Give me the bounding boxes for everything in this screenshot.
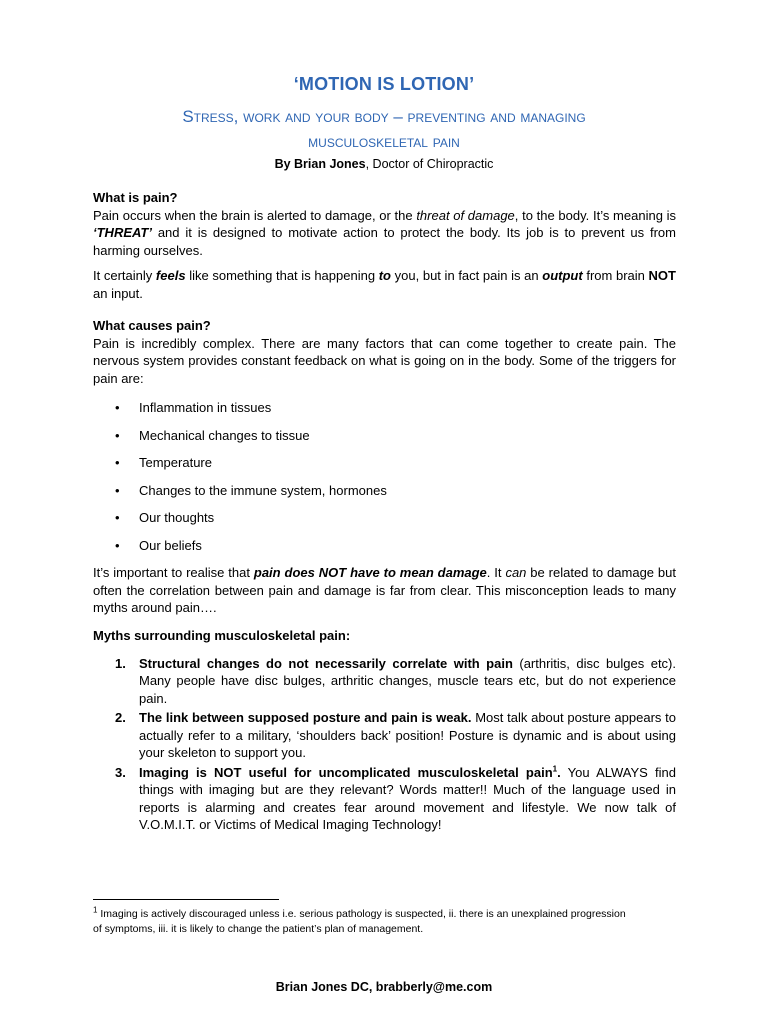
list-item-text: Temperature (139, 455, 212, 470)
section-what-causes-pain (93, 317, 676, 617)
myth-text: (arthritis, disc bulges etc). Many people have disc bulges, arthritic changes, muscle tears etc, but do not experience pain. (139, 655, 676, 706)
emphasis-pain-not-damage: pain does NOT have to mean damage (253, 565, 487, 580)
text-run: It certainly (93, 268, 156, 283)
document-title: ‘MOTION IS LOTION’ (293, 74, 475, 94)
paragraph-pain-damage (93, 564, 676, 617)
subtitle-line-1: Stress, work and your body – preventing and managing (182, 107, 586, 126)
bullet-icon: • (115, 482, 120, 498)
author-byline (0, 157, 768, 171)
myth-text: Most talk about posture appears to actually refer to a military, ‘shoulders back’ position! Posture is dynamic and is about using your skeleton to support you. (139, 710, 676, 760)
emphasis-threat-of-damage: threat of damage (416, 207, 515, 223)
bullet-icon: • (115, 427, 120, 443)
list-item (93, 655, 676, 708)
list-item (93, 399, 676, 427)
text-run: from brain (582, 268, 649, 283)
list-item (93, 764, 676, 834)
myths-list (93, 655, 676, 834)
list-item (93, 427, 676, 455)
bullet-icon: • (115, 537, 120, 553)
paragraph-pain-definition (93, 207, 676, 260)
list-item (93, 454, 676, 482)
list-item-text: Changes to the immune system, hormones (139, 482, 387, 498)
footnote (93, 907, 633, 937)
emphasis-threat: ‘THREAT’ (93, 225, 152, 240)
emphasis-output: output (542, 268, 583, 283)
myth-text: You ALWAYS find things with imaging but are they relevant? Words matter!! Much of the language used in reports is alarming and creates fear around movement and lifestyle. We now talk of V.O.M.I.T. or Victims of Medical Imaging Technology! (139, 764, 676, 832)
text-run: and it is designed to motivate action to protect the body. Its job is to prevent us from harming ourselves. (93, 225, 676, 258)
footnote-reference[interactable]: 1 (552, 764, 558, 774)
list-number: 3. (115, 764, 126, 780)
subtitle-line-2: musculoskeletal pain (308, 132, 460, 151)
text-run: It’s important to realise that (93, 565, 254, 580)
emphasis-not: NOT (648, 268, 676, 283)
text-run: like something that is happening (185, 268, 379, 283)
footnote-marker: 1 (93, 905, 98, 915)
section-what-is-pain (93, 189, 676, 302)
emphasis-to: to (378, 268, 391, 283)
list-item (93, 537, 676, 565)
section-heading-myths: Myths surrounding musculoskeletal pain: (93, 628, 351, 643)
list-item-text: Inflammation in tissues (139, 400, 272, 415)
list-number: 2. (115, 710, 126, 725)
list-item (93, 482, 676, 510)
list-item (93, 509, 676, 537)
text-run: you, but in fact pain is an (390, 268, 543, 283)
triggers-list (93, 399, 676, 564)
author-credential: , Doctor of Chiropractic (365, 157, 494, 171)
list-number: 1. (115, 655, 126, 671)
list-item-text: Mechanical changes to tissue (139, 427, 310, 443)
bullet-icon: • (115, 510, 120, 525)
paragraph-causes-intro: Pain is incredibly complex. There are many factors that can come together to create pain. The nervous system provides constant feedback on what is going on in the body. Some of the triggers for pain are: (93, 335, 676, 386)
section-heading-what-is-pain: What is pain? (93, 190, 178, 205)
document-subtitle (100, 104, 668, 154)
paragraph-pain-output (93, 267, 676, 302)
text-run: Pain occurs when the brain is alerted to damage, or the (93, 207, 417, 223)
text-run: be related to damage but often the correlation between pain and damage is far from clear. This misconception leads to many myths around pain…. (93, 565, 677, 615)
myth-heading: The link between supposed posture and pain is weak. (139, 710, 472, 725)
text-run: an input. (93, 285, 143, 301)
list-item-text: Our thoughts (139, 510, 215, 525)
emphasis-feels: feels (155, 268, 186, 283)
myth-heading-end: . (557, 764, 561, 780)
section-heading-what-causes-pain: What causes pain? (93, 318, 211, 333)
myth-heading: Imaging is NOT useful for uncomplicated musculoskeletal pain (139, 764, 553, 780)
text-run: , to the body. It’s meaning is (514, 207, 677, 223)
text-run: . It (486, 565, 506, 580)
footnote-text: Imaging is actively discouraged unless i.e. serious pathology is suspected, ii. there is an unexplained progression of symptoms, iii. it is likely to change the patient’s plan of management. (93, 908, 626, 935)
footnote-separator (93, 899, 279, 900)
bullet-icon: • (115, 455, 120, 470)
list-item-text: Our beliefs (139, 537, 202, 553)
emphasis-can: can (505, 565, 527, 580)
list-item (93, 709, 676, 762)
section-myths (93, 627, 676, 836)
myth-heading: Structural changes do not necessarily correlate with pain (139, 655, 513, 671)
page-footer: Brian Jones DC, brabberly@me.com (275, 980, 493, 994)
bullet-icon: • (115, 400, 120, 415)
author-name: By Brian Jones (274, 157, 366, 171)
